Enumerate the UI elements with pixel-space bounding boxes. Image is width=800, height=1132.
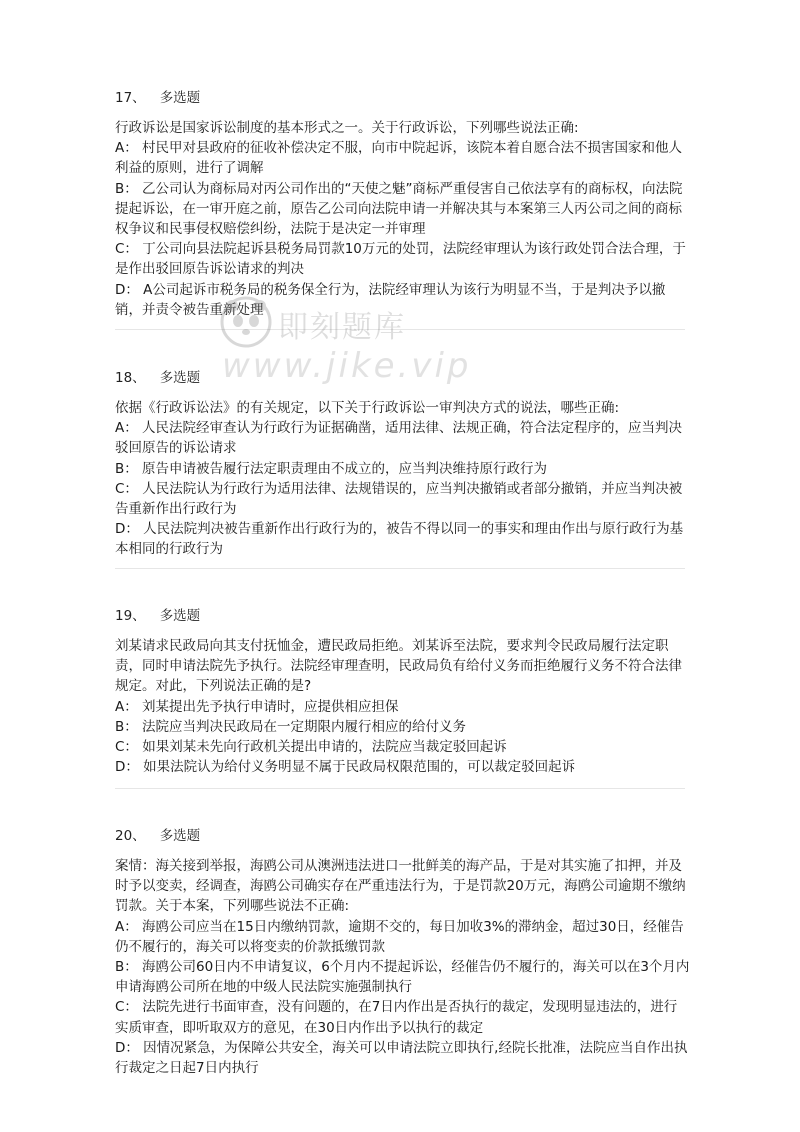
option-b[interactable]: B： 法院应当判决民政局在一定期限内履行相应的给付义务 bbox=[115, 718, 467, 735]
question-17 bbox=[115, 88, 690, 320]
option-a[interactable]: A： 刘某提出先予执行申请时，应提供相应担保 bbox=[115, 698, 399, 715]
question-type: 多选题 bbox=[159, 828, 201, 844]
question-number: 19、 bbox=[115, 608, 146, 624]
option-c[interactable]: C： 法院先进行书面审查，没有问题的，在7日内作出是否执行的裁定，发现明显违法的，进行实质审查，即听取双方的意见，在30日内作出予以执行的裁定 bbox=[115, 999, 678, 1036]
question-body bbox=[115, 398, 690, 560]
question-stem: 依据《行政诉讼法》的有关规定，以下关于行政诉讼一审判决方式的说法，哪些正确: bbox=[115, 400, 620, 416]
divider bbox=[115, 329, 685, 330]
question-header bbox=[115, 606, 690, 626]
option-b[interactable]: B： 原告申请被告履行法定职责理由不成立的，应当判决维持原行政行为 bbox=[115, 460, 548, 477]
option-c[interactable]: C： 丁公司向县法院起诉县税务局罚款10万元的处罚，法院经审理认为该行政处罚合法合理，于是作出驳回原告诉讼请求的判决 bbox=[115, 241, 686, 278]
option-a[interactable]: A： 村民甲对县政府的征收补偿决定不服，向市中院起诉，该院本着自愿合法不损害国家和他人利益的原则，进行了调解 bbox=[115, 140, 683, 177]
question-body bbox=[115, 856, 690, 1078]
question-header bbox=[115, 826, 690, 846]
option-d[interactable]: D： 人民法院判决被告重新作出行政行为的，被告不得以同一的事实和理由作出与原行政行为基本相同的行政行为 bbox=[115, 521, 684, 558]
question-18 bbox=[115, 368, 690, 560]
question-19 bbox=[115, 606, 690, 777]
question-stem: 案情：海关接到举报，海鸥公司从澳洲违法进口一批鲜美的海产品，于是对其实施了扣押，并及时予以变卖，经调查，海鸥公司确实存在严重违法行为，于是罚款20万元，海鸥公司逾期不缴纳罚款。关于本案，下列哪些说法不正确: bbox=[115, 858, 686, 915]
option-c[interactable]: C： 如果刘某未先向行政机关提出申请的，法院应当裁定驳回起诉 bbox=[115, 739, 507, 756]
question-stem: 行政诉讼是国家诉讼制度的基本形式之一。关于行政诉讼，下列哪些说法正确: bbox=[115, 120, 579, 136]
question-number: 17、 bbox=[115, 90, 146, 106]
option-b[interactable]: B： 海鸥公司60日内不申请复议，6个月内不提起诉讼，经催告仍不履行的，海关可以在3个月内申请海鸥公司所在地的中级人民法院实施强制执行 bbox=[115, 959, 690, 996]
question-body bbox=[115, 636, 690, 777]
option-a[interactable]: A： 海鸥公司应当在15日内缴纳罚款，逾期不交的，每日加收3%的滞纳金，超过30日，经催告仍不履行的，海关可以将变卖的价款抵缴罚款 bbox=[115, 918, 684, 955]
question-number: 20、 bbox=[115, 828, 146, 844]
option-a[interactable]: A： 人民法院经审查认为行政行为证据确凿，适用法律、法规正确，符合法定程序的，应当判决驳回原告的诉讼请求 bbox=[115, 420, 683, 457]
question-header bbox=[115, 88, 690, 108]
option-d[interactable]: D： 因情况紧急，为保障公共安全，海关可以申请法院立即执行,经院长批准，法院应当自作出执行裁定之日起7日内执行 bbox=[115, 1039, 688, 1077]
option-d[interactable]: D： A公司起诉市税务局的税务保全行为，法院经审理认为该行为明显不当，于是判决予以撤销，并责令被告重新处理 bbox=[115, 281, 666, 318]
watermark-brand: 即刻题库 bbox=[278, 310, 406, 345]
question-20 bbox=[115, 826, 690, 1078]
question-type: 多选题 bbox=[159, 370, 201, 386]
watermark-url: www.jike.vip bbox=[222, 346, 472, 386]
question-header bbox=[115, 368, 690, 388]
question-type: 多选题 bbox=[159, 90, 201, 106]
divider bbox=[115, 568, 685, 569]
question-type: 多选题 bbox=[159, 608, 201, 624]
question-body bbox=[115, 118, 690, 320]
option-c[interactable]: C： 人民法院认为行政行为适用法律、法规错误的，应当判决撤销或者部分撤销，并应当判决被告重新作出行政行为 bbox=[115, 480, 683, 518]
question-number: 18、 bbox=[115, 370, 146, 386]
divider bbox=[115, 788, 685, 789]
option-d[interactable]: D： 如果法院认为给付义务明显不属于民政局权限范围的，可以裁定驳回起诉 bbox=[115, 759, 576, 776]
option-b[interactable]: B： 乙公司认为商标局对丙公司作出的“天使之魅”商标严重侵害自己依法享有的商标权，向法院提起诉讼，在一审开庭之前，原告乙公司向法院申请一并解决其与本案第三人丙公司之间的商标权争议和民事侵权赔偿纠纷，法院于是决定一并审理 bbox=[115, 180, 683, 238]
question-stem: 刘某请求民政局向其支付抚恤金，遭民政局拒绝。刘某诉至法院，要求判令民政局履行法定职责，同时申请法院先予执行。法院经审理查明，民政局负有给付义务而拒绝履行义务不符合法律规定。对此，下列说法正确的是? bbox=[115, 638, 682, 695]
